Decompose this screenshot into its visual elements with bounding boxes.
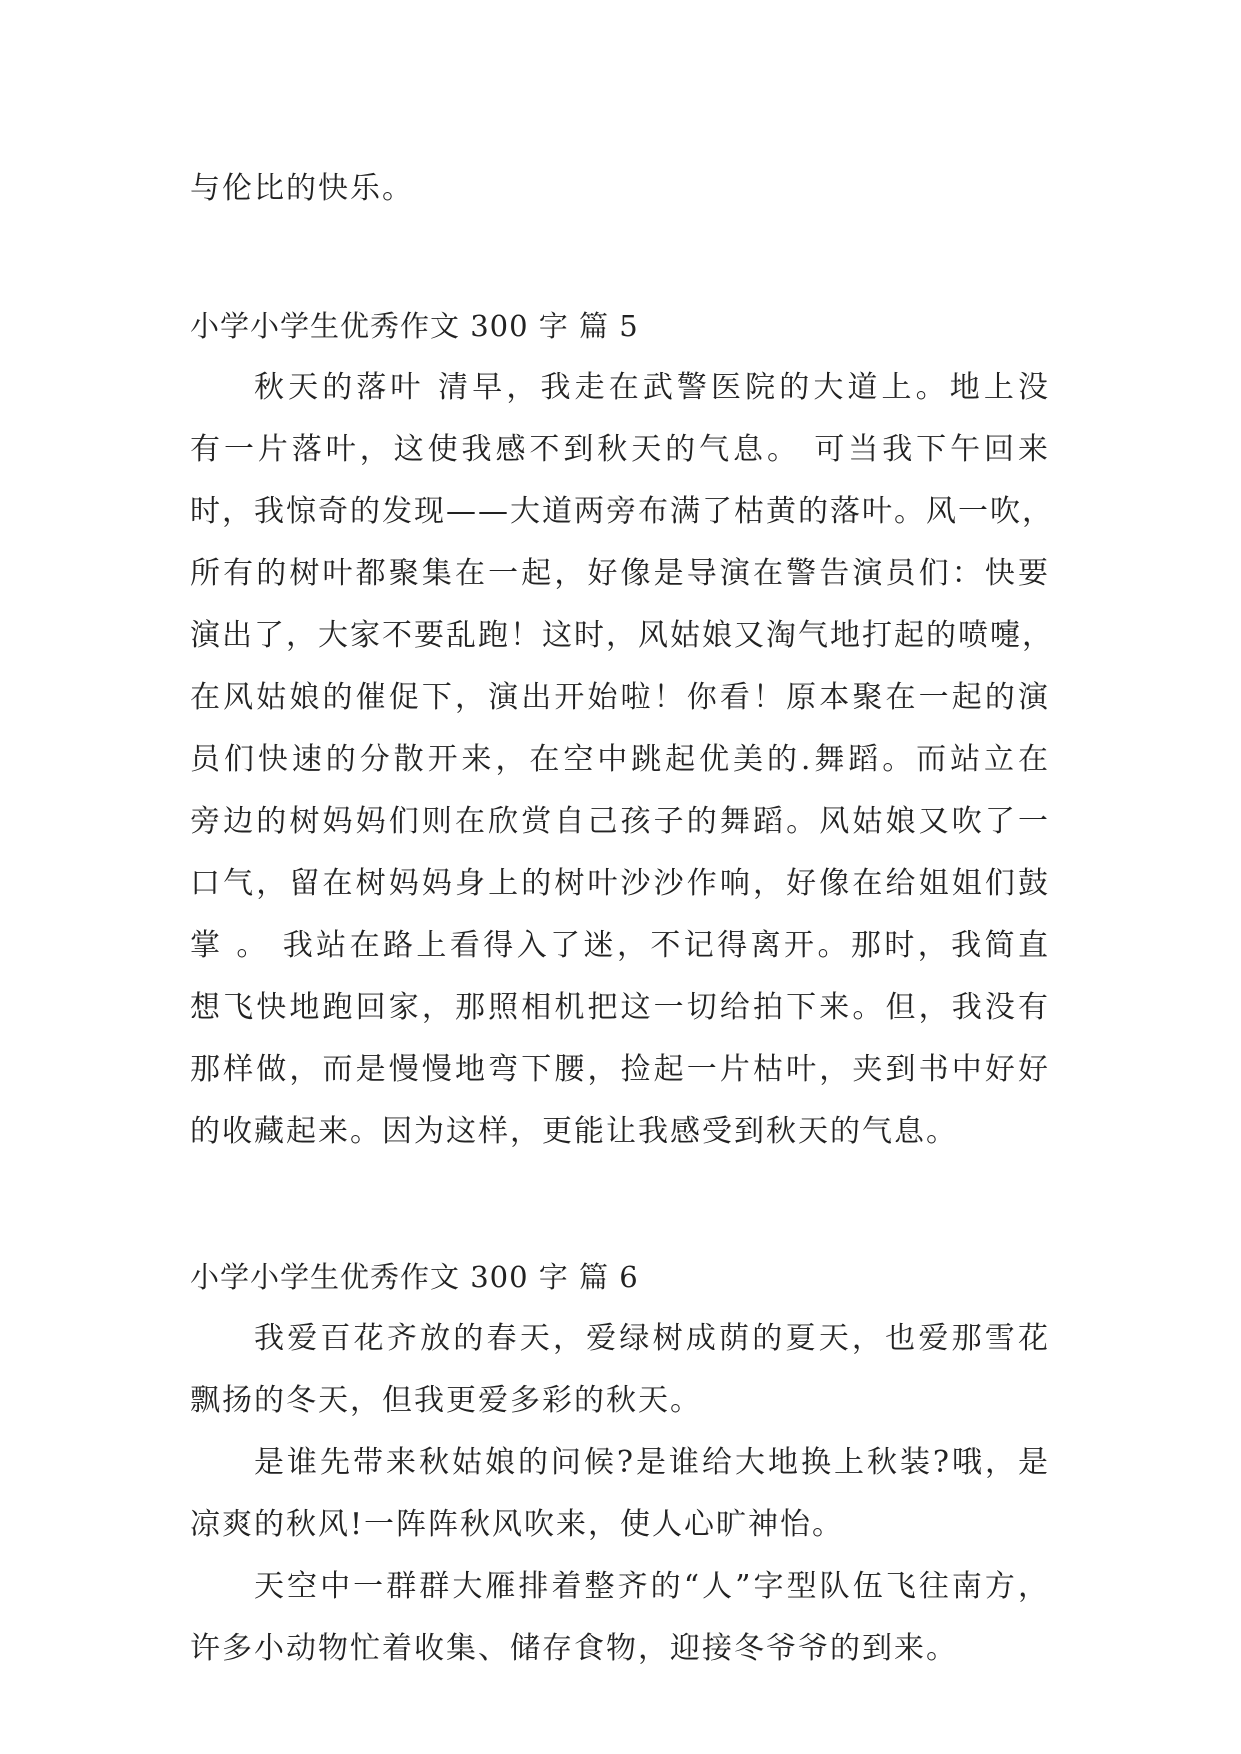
text-line: 想飞快地跑回家，那照相机把这一切给拍下来。但，我没有: [190, 990, 1050, 1025]
text-line: 的收藏起来。因为这样，更能让我感受到秋天的气息。: [190, 1114, 958, 1149]
text-line: 凉爽的秋风!一阵阵秋风吹来，使人心旷神怡。: [190, 1507, 845, 1542]
text-line: 那样做，而是慢慢地弯下腰，捡起一片枯叶，夹到书中好好: [190, 1052, 1050, 1087]
text-line: 时，我惊奇的发现——大道两旁布满了枯黄的落叶。风一吹，: [190, 494, 1054, 529]
text-line: 秋天的落叶 清早，我走在武警医院的大道上。地上没: [254, 370, 1050, 405]
paragraph: [190, 1308, 1050, 1432]
section-heading: 小学小学生优秀作文 300 字 篇 6: [190, 1260, 639, 1294]
text-line: 旁边的树妈妈们则在欣赏自己孩子的舞蹈。风姑娘又吹了一: [190, 804, 1050, 839]
text-line: 许多小动物忙着收集、储存食物，迎接冬爷爷的到来。: [190, 1631, 958, 1666]
text-line: 口气，留在树妈妈身上的树叶沙沙作响，好像在给姐姐们鼓: [190, 866, 1050, 901]
section-gap: [190, 220, 1050, 295]
text-line: 演出了，大家不要乱跑！这时，风姑娘又淘气地打起的喷嚏，: [190, 618, 1054, 653]
text-line: 掌 。 我站在路上看得入了迷，不记得离开。那时，我简直: [190, 928, 1050, 963]
section-gap: [190, 1163, 1050, 1246]
section-heading: 小学小学生优秀作文 300 字 篇 5: [190, 309, 639, 343]
paragraph: [190, 1432, 1050, 1556]
text-line: 有一片落叶，这使我感不到秋天的气息。 可当我下午回来: [190, 432, 1050, 467]
text-line: 天空中一群群大雁排着整齐的“人”字型队伍飞往南方，: [254, 1569, 1050, 1604]
text-line: 所有的树叶都聚集在一起，好像是导演在警告演员们：快要: [190, 556, 1050, 591]
text-line: 员们快速的分散开来，在空中跳起优美的.舞蹈。而站立在: [190, 742, 1050, 777]
text-line: 与伦比的快乐。: [190, 171, 414, 206]
text-line: 我爱百花齐放的春天，爱绿树成荫的夏天，也爱那雪花: [254, 1321, 1050, 1356]
text-line: 飘扬的冬天，但我更爱多彩的秋天。: [190, 1383, 702, 1418]
text-line: 是谁先带来秋姑娘的问候?是谁给大地换上秋装?哦，是: [254, 1445, 1050, 1480]
text-line: 在风姑娘的催促下，演出开始啦！你看！原本聚在一起的演: [190, 680, 1050, 715]
paragraph: [190, 1556, 1050, 1680]
paragraph: [190, 357, 1054, 1163]
document-body: [190, 158, 1054, 1680]
